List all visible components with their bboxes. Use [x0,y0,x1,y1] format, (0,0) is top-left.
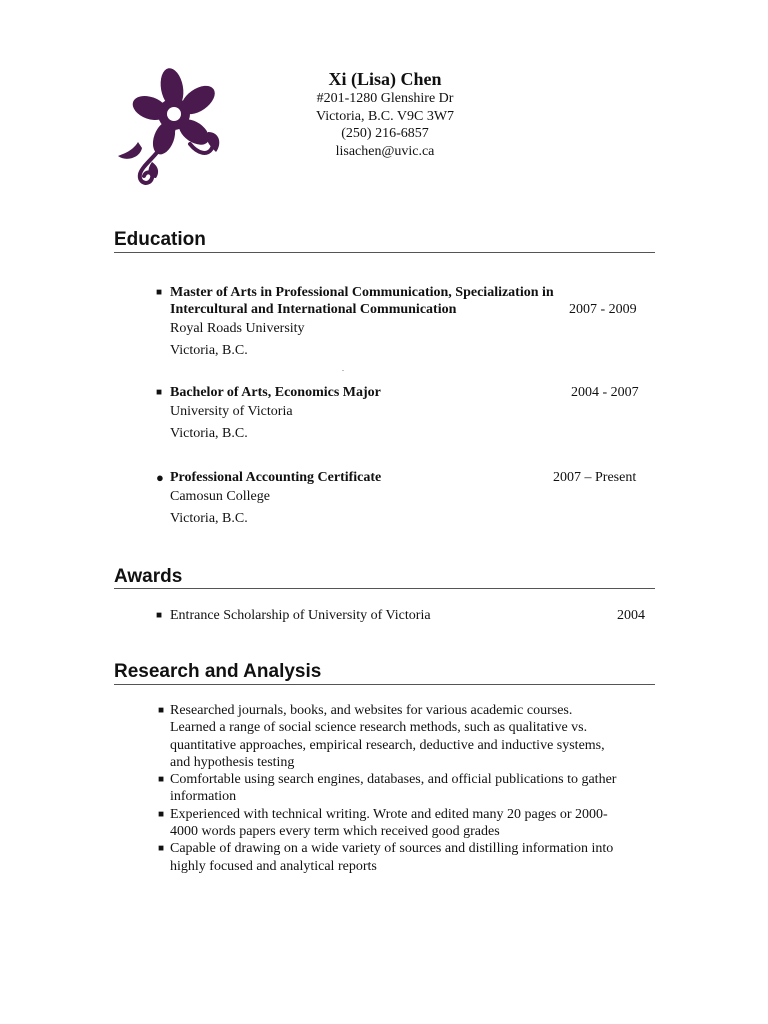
bullet-icon: ■ [158,705,165,716]
school-name: Camosun College [170,489,270,504]
list-item [160,771,645,806]
bullet-icon: ■ [156,610,163,621]
item-line: Researched journals, books, and websites for various academic courses. [170,703,573,718]
item-line: and hypothesis testing [170,754,295,770]
degree-title-line-2: Intercultural and International Communication [170,302,457,317]
awards-heading: Awards [114,566,183,587]
degree-title: Professional Accounting Certificate [170,470,382,485]
email-address[interactable]: lisachen@uvic.ca [335,143,435,159]
school-location: Victoria, B.C. [170,425,248,441]
education-divider [114,252,655,253]
candidate-name: Xi (Lisa) Chen [328,69,442,89]
award-year: 2004 [617,608,645,623]
degree-title: Bachelor of Arts, Economics Major [170,385,381,400]
item-line: 4000 words papers every term which received good grades [170,824,500,840]
item-line: information [170,789,237,805]
award-text: Entrance Scholarship of University of Victoria [170,608,431,623]
bullet-icon: ■ [158,774,165,786]
bullet-icon: ■ [158,843,165,855]
item-line: highly focused and analytical reports [170,858,377,874]
education-heading: Education [114,229,206,250]
flower-icon [112,66,224,188]
bullet-icon: ● [156,470,164,485]
research-divider [114,684,655,685]
item-line: Capable of drawing on a wide variety of sources and distilling information into [170,841,614,857]
education-entry-masters [156,284,650,361]
list-item [160,702,645,771]
stray-dot: . [342,364,344,373]
item-line: Learned a range of social science research methods, such as qualitative vs. [170,720,588,736]
degree-date: 2007 - 2009 [569,302,637,317]
awards-divider [114,588,655,589]
school-location: Victoria, B.C. [170,510,248,526]
degree-date: 2004 - 2007 [571,385,639,400]
item-line: quantitative approaches, empirical research, deductive and inductive systems, [170,737,605,753]
list-item [160,840,645,875]
bullet-icon: ■ [156,287,163,298]
school-name: Royal Roads University [170,321,305,336]
bullet-icon: ■ [158,808,165,820]
contact-header [290,68,480,160]
phone-number: (250) 216-6857 [341,126,429,141]
degree-date: 2007 – Present [553,470,637,485]
address-line-2: Victoria, B.C. V9C 3W7 [315,108,455,124]
school-location: Victoria, B.C. [170,342,248,358]
address-line-1: #201-1280 Glenshire Dr [316,91,454,106]
list-item [160,806,645,841]
bullet-icon: ■ [156,387,163,398]
award-entry [156,607,650,625]
item-line: Comfortable using search engines, databases, and official publications to gather [170,772,617,788]
research-heading: Research and Analysis [114,661,322,682]
degree-title-line-1: Master of Arts in Professional Communication, Specialization in [170,285,554,300]
school-name: University of Victoria [170,404,293,419]
research-list [160,702,645,875]
item-line: Experienced with technical writing. Wrote and edited many 20 pages or 2000- [170,806,608,822]
